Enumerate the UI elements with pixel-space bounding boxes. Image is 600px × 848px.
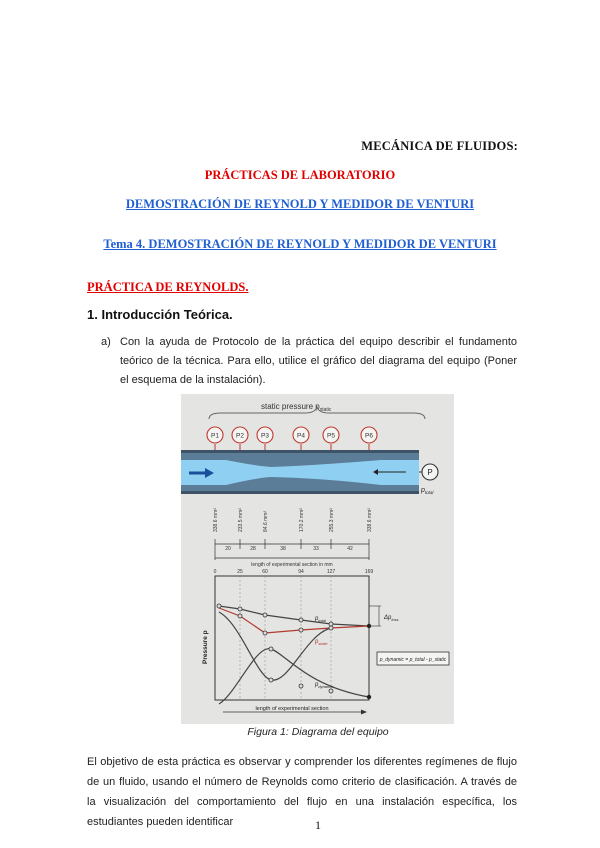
svg-text:20: 20: [225, 546, 231, 552]
formula-text: p_dynamic = p_total - p_static: [379, 657, 447, 663]
curve-label-dynamic: $p_{dynamic}$: [315, 682, 334, 689]
tap-label: P6: [365, 432, 373, 440]
section-heading-intro: 1. Introducción Teórica.: [87, 307, 233, 322]
svg-text:127: 127: [326, 569, 336, 575]
svg-text:255.3 mm²: 255.3 mm²: [329, 508, 335, 532]
svg-text:338.6 mm²: 338.6 mm²: [367, 508, 373, 532]
list-item-label: a): [101, 336, 111, 348]
page-number: 1: [315, 818, 321, 832]
body-paragraph: El objetivo de esta práctica es observar y comprender los diferentes regímenes de flujo de un fluido, usando el número de Reynolds como criterio de clasificación. A través de la visualización del comportamiento del flujo en una instalación específica, los estudiantes pueden identificar: [87, 756, 517, 828]
svg-text:170.2 mm²: 170.2 mm²: [299, 508, 305, 532]
curve-label-total: $p_{total}$: [315, 616, 326, 623]
svg-text:0: 0: [213, 569, 217, 575]
practica-heading: PRÁCTICA DE REYNOLDS.: [87, 280, 249, 294]
svg-text:38: 38: [280, 546, 286, 552]
svg-text:42: 42: [347, 546, 353, 552]
demo-heading-link[interactable]: DEMOSTRACIÓN DE REYNOLD Y MEDIDOR DE VENTURI: [125, 197, 475, 211]
delta-p-loss-label: $\Delta p_{loss}$: [384, 615, 399, 622]
y-axis-label: Pressure p: [202, 630, 209, 664]
tap-label: P4: [297, 432, 305, 440]
p-total-label: $p_{total}$: [421, 487, 434, 495]
tap-label: P5: [327, 432, 335, 440]
svg-text:233.5 mm²: 233.5 mm²: [238, 508, 244, 532]
equipment-diagram: [181, 394, 454, 724]
svg-text:169: 169: [364, 569, 374, 575]
list-item-text: Con la ayuda de Protocolo de la práctica del equipo describir el fundamento teórico de la técnica. Para ello, utilice el gráfico del diagrama del equipo (Poner el esquema de la instalación).: [120, 336, 517, 386]
tap-label: P3: [261, 432, 269, 440]
svg-text:94: 94: [298, 569, 304, 575]
x-axis-label: length of experimental section: [255, 706, 329, 712]
practicas-heading: PRÁCTICAS DE LABORATORIO: [204, 168, 396, 182]
main-heading: MECÁNICA DE FLUIDOS:: [361, 139, 518, 153]
length-mm-label: length of experimental section in mm: [251, 562, 333, 568]
tap-label: P1: [211, 432, 219, 440]
svg-text:84.6 mm²: 84.6 mm²: [263, 510, 269, 532]
curve-label-static: $p_{static}$: [315, 639, 328, 646]
diagram-svg: [181, 394, 454, 724]
tap-label: P2: [236, 432, 244, 440]
figure-caption: Figura 1: Diagrama del equipo: [247, 726, 389, 738]
static-pressure-label: static pressure $p_{static}$: [261, 402, 332, 413]
svg-text:33: 33: [313, 546, 319, 552]
svg-text:338.6 mm²: 338.6 mm²: [213, 508, 219, 532]
svg-text:P: P: [427, 468, 433, 477]
svg-text:60: 60: [262, 569, 268, 575]
tema-heading-link[interactable]: Tema 4. DEMOSTRACIÓN DE REYNOLD Y MEDIDOR DE VENTURI: [103, 237, 497, 251]
svg-text:25: 25: [237, 569, 243, 575]
svg-text:28: 28: [250, 546, 256, 552]
list-item: [87, 333, 517, 390]
